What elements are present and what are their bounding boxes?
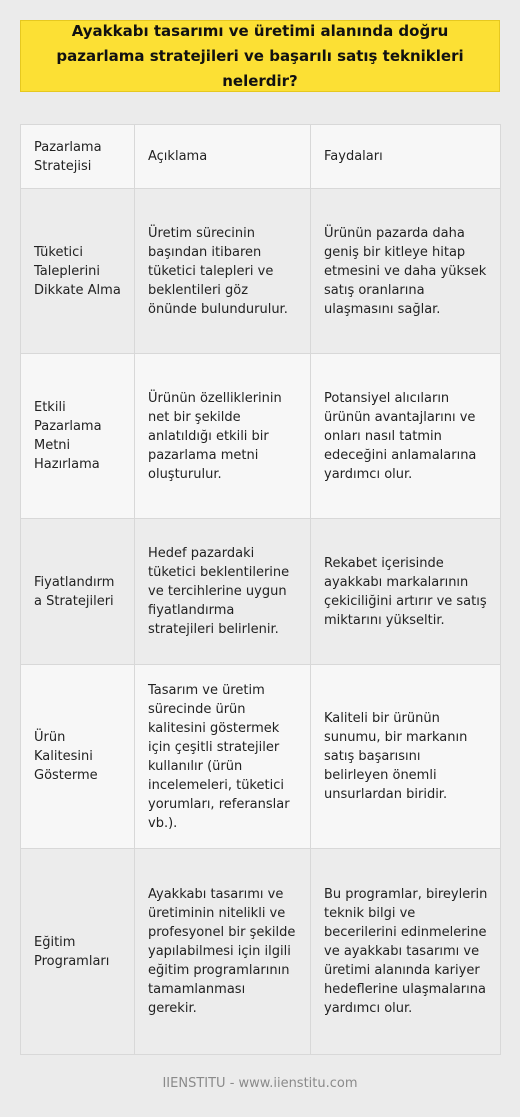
table-row — [21, 189, 501, 354]
header-strategy: Pazarlama Stratejisi — [21, 125, 135, 189]
table-row — [21, 354, 501, 519]
cell-benefit: Kaliteli bir ürünün sunumu, bir markanın satış başarısını belirleyen önemli unsurlardan biridir. — [311, 665, 501, 849]
page-title: Ayakkabı tasarımı ve üretimi alanında doğru pazarlama stratejileri ve başarılı satış teknikleri nelerdir? — [56, 21, 464, 90]
cell-description: Üretim sürecinin başından itibaren tüketici talepleri ve beklentileri göz önünde bulundurulur. — [135, 189, 311, 354]
strategy-table — [20, 124, 501, 1055]
cell-benefit: Potansiyel alıcıların ürünün avantajlarını ve onları nasıl tatmin edeceğini anlamalarına yardımcı olur. — [311, 354, 501, 519]
table-row — [21, 665, 501, 849]
footer-credit: IIENSTITU - www.iienstitu.com — [162, 1076, 358, 1091]
cell-description: Ayakkabı tasarımı ve üretiminin nitelikli ve profesyonel bir şekilde yapılabilmesi için ilgili eğitim programlarının tamamlanması gerekir. — [135, 849, 311, 1055]
cell-benefit: Rekabet içerisinde ayakkabı markalarının çekiciliğini artırır ve satış miktarını yükseltir. — [311, 519, 501, 665]
cell-description: Hedef pazardaki tüketici beklentilerine ve tercihlerine uygun fiyatlandırma stratejileri belirlenir. — [135, 519, 311, 665]
cell-benefit: Ürünün pazarda daha geniş bir kitleye hitap etmesini ve daha yüksek satış oranlarına ulaşmasını sağlar. — [311, 189, 501, 354]
table-header-row — [21, 125, 501, 189]
header-benefit: Faydaları — [311, 125, 501, 189]
title-banner — [20, 20, 500, 92]
cell-strategy: Tüketici Taleplerini Dikkate Alma — [21, 189, 135, 354]
table-row — [21, 519, 501, 665]
cell-benefit: Bu programlar, bireylerin teknik bilgi ve becerilerini edinmelerine ve ayakkabı tasarımı ve üretimi alanında kariyer hedeflerine ulaşmalarına yardımcı olur. — [311, 849, 501, 1055]
cell-strategy: Ürün Kalitesini Gösterme — [21, 665, 135, 849]
cell-description: Ürünün özelliklerinin net bir şekilde anlatıldığı etkili bir pazarlama metni oluşturulur. — [135, 354, 311, 519]
table-row — [21, 849, 501, 1055]
cell-strategy: Fiyatlandırma Stratejileri — [21, 519, 135, 665]
cell-strategy: Eğitim Programları — [21, 849, 135, 1055]
cell-strategy: Etkili Pazarlama Metni Hazırlama — [21, 354, 135, 519]
cell-description: Tasarım ve üretim sürecinde ürün kalitesini göstermek için çeşitli stratejiler kullanılır (ürün incelemeleri, tüketici yorumları, referanslar vb.). — [135, 665, 311, 849]
header-description: Açıklama — [135, 125, 311, 189]
